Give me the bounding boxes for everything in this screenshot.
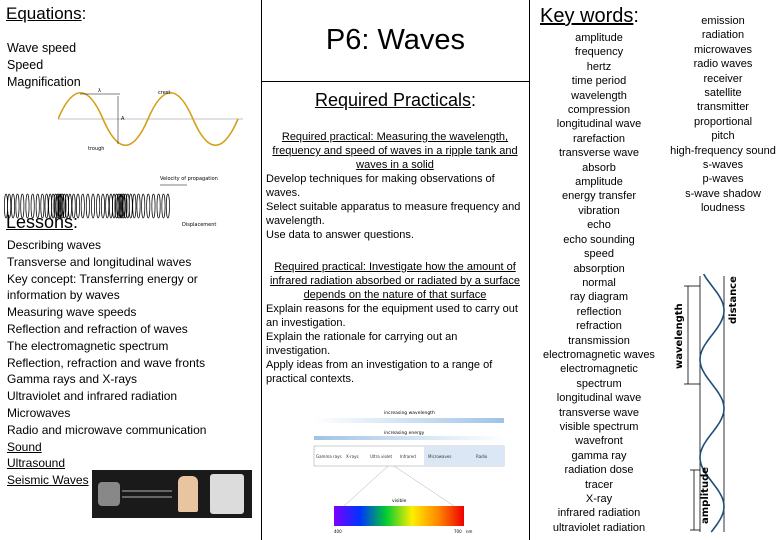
keyword-item: gamma ray — [571, 449, 627, 462]
keyword-item: absorption — [573, 262, 625, 275]
vertical-wave-diagram — [666, 274, 778, 536]
practicals-panel — [262, 82, 530, 540]
scale-unit-label: nm — [466, 529, 473, 534]
keyword-item: time period — [571, 75, 627, 88]
crest-label: crest — [158, 90, 171, 96]
spring-coil-loop — [81, 194, 84, 218]
keyword-item: high-frequency sound — [670, 144, 776, 157]
keyword-item: longitudinal wave — [556, 118, 642, 131]
band-infrared-label: Infrared — [400, 454, 416, 459]
spring-coil-loop — [101, 194, 104, 218]
keywords-column-1 — [536, 31, 662, 535]
equation-item: Wave speed — [7, 41, 77, 55]
keyword-item: transmission — [568, 334, 630, 347]
keywords-title: Key words: — [540, 5, 639, 27]
lesson-item: Key concept: Transferring energy or information by waves — [7, 271, 198, 303]
spring-coil-loop — [147, 194, 150, 218]
trough-label: trough — [88, 146, 105, 152]
practical-1-heading: Required practical: Measuring the wavelength, frequency and speed of waves in a ripple tank and waves in a solid — [272, 131, 518, 171]
equation-item: Speed — [7, 58, 44, 72]
band-microwave-label: Microwaves — [428, 454, 452, 459]
practicals-title: Required Practicals: — [314, 90, 477, 110]
keyword-item: visible spectrum — [559, 420, 639, 433]
lessons-title: Lessons: — [6, 212, 79, 232]
keyword-item: X-ray — [585, 493, 613, 505]
keyword-item: microwaves — [693, 43, 753, 56]
em-spectrum-diagram — [304, 406, 514, 536]
title-panel — [262, 0, 530, 82]
velocity-label: Velocity of propagation — [160, 176, 218, 182]
spring-coil-loop — [162, 194, 165, 218]
left-panel — [0, 0, 262, 540]
practical-1-line: Develop techniques for making observations of waves. — [266, 173, 495, 199]
amplitude-symbol: A — [121, 116, 125, 122]
lesson-item: Microwaves — [7, 405, 71, 420]
keyword-item: amplitude — [575, 176, 623, 189]
keyword-item: radiation — [701, 29, 745, 42]
keyword-item: amplitude — [575, 32, 623, 44]
keyword-item: energy transfer — [562, 190, 636, 203]
spring-coil-loop — [91, 194, 94, 218]
wavelength-axis-label: wavelength — [674, 303, 685, 369]
practical-2-heading: Required practical: Investigate how the amount of infrared radiation absorbed or radiated by a surface depends on the nature of that surface — [269, 261, 521, 301]
spring-coil-loop — [86, 194, 89, 218]
lesson-item: Sound — [7, 439, 42, 454]
keyword-item: s-wave shadow — [685, 187, 761, 200]
lesson-item: Ultraviolet and infrared radiation — [7, 389, 178, 404]
keyword-item: rarefaction — [573, 132, 625, 145]
keyword-item: transmitter — [697, 101, 749, 114]
scale-start-label: 400 — [334, 529, 342, 534]
keyword-item: radio waves — [693, 58, 753, 71]
keyword-item: normal — [582, 276, 616, 289]
keyword-item: wavelength — [571, 89, 627, 102]
spring-coil-loop — [106, 194, 109, 218]
keyword-item: tracer — [584, 478, 614, 491]
spring-coil-loop — [133, 194, 136, 218]
spring-coil-loop — [152, 194, 155, 218]
increasing-energy-label: increasing energy — [384, 431, 425, 436]
spring-coil-loop — [157, 194, 160, 218]
wavelength-symbol: λ — [98, 88, 101, 94]
displacement-label: Displacement — [182, 222, 217, 228]
keyword-item: proportional — [693, 115, 753, 128]
lesson-item: Ultrasound — [7, 456, 66, 471]
keyword-item: vibration — [578, 204, 620, 217]
keyword-item: hertz — [586, 60, 612, 73]
keyword-item: transverse wave — [558, 147, 640, 160]
keywords-column-2 — [664, 14, 780, 216]
band-uv-label: Ultra violet — [370, 454, 393, 459]
keyword-item: electromagnetic waves — [543, 348, 655, 361]
lesson-item: Describing waves — [7, 238, 102, 252]
spring-coil-loop — [97, 194, 100, 218]
keyword-item: spectrum — [576, 377, 622, 390]
keyword-item: p-waves — [702, 173, 744, 186]
keyword-item: absorb — [582, 161, 616, 174]
practical-2-line: Explain reasons for the equipment used to carry out an investigation. — [266, 303, 518, 329]
keyword-item: compression — [567, 104, 631, 117]
keyword-item: emission — [701, 15, 745, 27]
keyword-item: pitch — [711, 130, 735, 143]
keyword-item: satellite — [704, 87, 742, 100]
keyword-item: echo sounding — [563, 233, 635, 246]
lesson-item: Gamma rays and X-rays — [7, 372, 138, 387]
keyword-item: wavefront — [575, 435, 623, 448]
lesson-item: The electromagnetic spectrum — [7, 338, 169, 353]
practical-2 — [266, 260, 524, 386]
keyword-item: radiation dose — [564, 464, 634, 477]
keyword-item: longitudinal wave — [556, 392, 642, 405]
amplitude-axis-label: amplitude — [700, 466, 711, 524]
keyword-item: s-waves — [702, 159, 744, 172]
lesson-item: Measuring wave speeds — [7, 305, 137, 320]
lessons-list — [7, 237, 237, 489]
practical-1-line: Select suitable apparatus to measure frequency and wavelength. — [266, 201, 521, 227]
keyword-item: ray diagram — [569, 291, 629, 304]
keyword-item: reflection — [576, 305, 622, 318]
spring-coil-loop — [142, 194, 145, 218]
keyword-item: frequency — [574, 46, 624, 59]
keyword-item: loudness — [700, 202, 746, 215]
band-xray-label: X-rays — [346, 454, 359, 459]
practical-2-line: Apply ideas from an investigation to a range of practical contexts. — [266, 359, 493, 385]
lesson-item: Reflection and refraction of waves — [7, 321, 188, 336]
practical-2-line: Explain the rationale for carrying out an investigation. — [266, 331, 458, 357]
keyword-item: refraction — [576, 320, 622, 333]
lesson-item: Reflection, refraction and wave fronts — [7, 355, 206, 370]
spring-coil-loop — [137, 194, 140, 218]
equations-title: Equations: — [6, 4, 87, 23]
equation-item: Magnification — [7, 75, 81, 89]
practical-1 — [266, 130, 524, 242]
band-gamma-label: Gamma rays — [316, 454, 342, 459]
distance-axis-label: distance — [728, 276, 739, 324]
keyword-item: speed — [584, 248, 614, 261]
practical-1-line: Use data to answer questions. — [266, 229, 414, 241]
scale-end-label: 700 — [454, 529, 462, 534]
keyword-item: transverse wave — [558, 406, 640, 419]
xray-hand-image — [92, 470, 252, 518]
keyword-item: infrared radiation — [557, 507, 641, 520]
keyword-item: electromagnetic — [560, 363, 638, 376]
lesson-item: Radio and microwave communication — [7, 422, 207, 437]
visible-label: visible — [392, 499, 407, 504]
keyword-item: receiver — [703, 72, 743, 85]
increasing-wavelength-label: increasing wavelength — [384, 411, 435, 416]
band-radio-label: Radio — [476, 454, 488, 459]
lesson-item: Transverse and longitudinal waves — [7, 254, 192, 269]
lesson-item: Seismic Waves — [7, 473, 89, 488]
spring-coil-loop — [166, 194, 169, 218]
keyword-item: echo — [587, 219, 611, 232]
page-title: P6: Waves — [325, 24, 466, 56]
transverse-wave-diagram — [58, 84, 243, 154]
keyword-item: ultraviolet radiation — [552, 521, 646, 534]
visible-spectrum-bar — [334, 506, 464, 526]
